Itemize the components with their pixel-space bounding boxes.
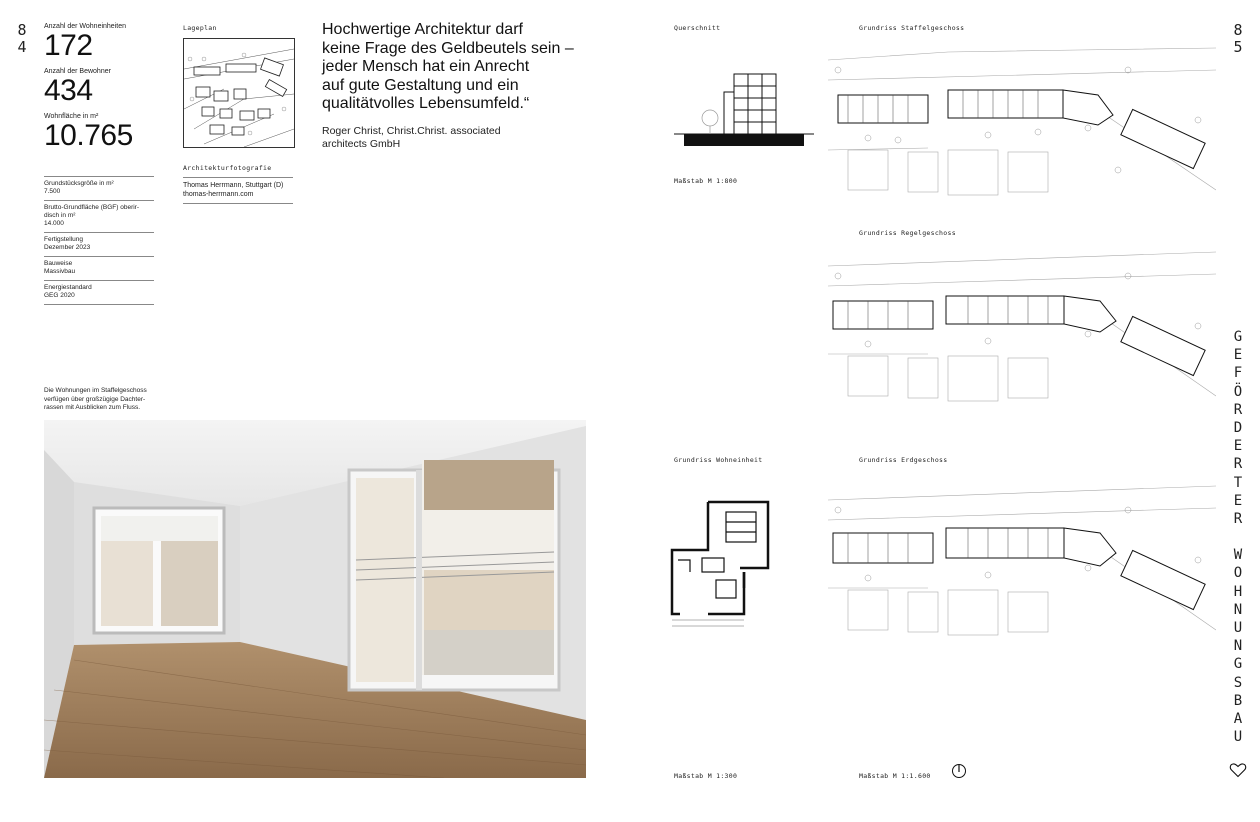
section-title-letter: R [1233,401,1243,418]
section-title-letter [1231,528,1245,546]
fact-value: 14.000 [44,220,64,227]
quote-line: Hochwertige Architektur darf [322,21,523,38]
key-figures [44,22,164,151]
page-number-left [15,22,29,56]
plan-regelgeschoss-svg [828,244,1216,409]
cross-section-drawing [674,62,814,152]
page-number-right [1231,22,1245,56]
section-title-letter: D [1233,419,1243,436]
stat-value: 10.765 [44,119,133,152]
section-title-letter: E [1233,492,1243,509]
fact-value: GEG 2020 [44,292,75,299]
plan-regelgeschoss [828,244,1216,409]
section-title-letter: U [1233,729,1243,746]
site-plan-drawing [184,39,294,147]
section-title-letter: R [1233,456,1243,473]
section-title-letter: W [1233,547,1243,564]
fact-label: Bauweise [44,260,73,267]
plan-wohneinheit-svg [668,498,772,632]
fact-item [44,176,154,200]
fact-item [44,280,154,305]
interior-photo [44,420,586,778]
photo-credit [183,164,293,204]
section-title-vertical [1231,328,1245,746]
section-title-letter: S [1233,674,1243,691]
scale-300-label: Maßstab M 1:300 [674,772,738,780]
caption-line: Die Wohnungen im Staffelgeschoss [44,387,147,394]
interior-photo-illustration [44,420,586,778]
quote-author [322,125,562,151]
fact-label: Grundstücksgröße in m² [44,180,114,187]
architect-quote [322,21,602,114]
section-title-letter: F [1233,365,1243,382]
plan-erdgeschoss-svg [828,478,1216,643]
quote-line: jeder Mensch hat ein Anrecht [322,58,530,75]
section-title-letter: E [1233,438,1243,455]
photo-caption [44,387,164,413]
erdgeschoss-label: Grundriss Erdgeschoss [859,456,948,464]
fact-label: Brutto-Grundfläche (BGF) oberir- [44,204,140,211]
author-line: Roger Christ, Christ.Christ. associated [322,125,501,137]
section-title-letter: G [1233,329,1243,345]
fact-label: disch in m² [44,212,76,219]
section-title-letter: U [1233,620,1243,636]
caption-line: rassen mit Ausblicken zum Fluss. [44,404,141,411]
project-facts [44,176,154,305]
stat-label: Wohnfläche in m² [44,113,99,120]
lageplan-label: Lageplan [183,24,217,32]
section-title-letter: G [1233,656,1243,673]
section-title-letter: N [1233,638,1243,655]
photo-credit-website: thomas-herrmann.com [183,190,293,204]
section-title-letter: R [1233,510,1243,527]
page-number-digit: 5 [1233,38,1243,56]
heart-icon[interactable] [1229,761,1247,779]
quote-line: auf gute Gestaltung und ein [322,76,519,94]
section-title-letter: O [1233,565,1243,582]
quote-line: keine Frage des Geldbeutels sein – [322,39,574,57]
section-title-letter: N [1233,601,1243,618]
page-number-digit: 8 [1233,21,1243,39]
fact-item [44,232,154,256]
regel-label: Grundriss Regelgeschoss [859,229,956,237]
querschnitt-label: Querschnitt [674,24,721,32]
plan-staffelgeschoss-svg [828,40,1216,202]
fact-value: 7.500 [44,188,61,195]
fact-label: Fertigstellung [44,236,84,243]
section-title-letter: E [1233,347,1243,364]
heart-svg [1229,761,1247,779]
staffel-label: Grundriss Staffelgeschoss [859,24,965,32]
section-title-letter: A [1233,710,1243,727]
north-arrow-icon [951,763,967,779]
section-title-letter: Ö [1233,383,1243,400]
scale-800-label: Maßstab M 1:800 [674,177,738,185]
scale-1600-label: Maßstab M 1:1.600 [859,772,931,780]
stat-value: 434 [44,74,93,107]
plan-wohneinheit [668,498,772,632]
fact-item [44,256,154,280]
quote-line: qualitätvolles Lebensumfeld.“ [322,95,530,112]
wohneinheit-label: Grundriss Wohneinheit [674,456,763,464]
section-title-letter: T [1233,474,1243,491]
fact-value: Massivbau [44,268,76,275]
stat-label: Anzahl der Bewohner [44,68,111,75]
stat-label: Anzahl der Wohneinheiten [44,23,126,30]
fact-item [44,200,154,232]
fact-label: Energiestandard [44,284,92,291]
section-title-letter: B [1233,692,1243,709]
stat-value: 172 [44,29,93,62]
photo-credit-name: Thomas Herrmann, Stuttgart (D) [183,182,284,189]
fact-value: Dezember 2023 [44,244,91,251]
cross-section-svg [674,62,814,152]
plan-erdgeschoss [828,478,1216,643]
plan-staffelgeschoss [828,40,1216,202]
section-title-letter: H [1233,583,1243,600]
caption-line: verfügen über großzügige Dachter- [44,395,146,403]
page-number-digit: 4 [17,38,27,56]
author-line: architects GmbH [322,138,401,150]
north-arrow-svg [951,763,967,779]
site-plan [183,38,295,148]
page-number-digit: 8 [17,21,27,39]
photo-credit-heading: Architekturfotografie [183,164,293,178]
